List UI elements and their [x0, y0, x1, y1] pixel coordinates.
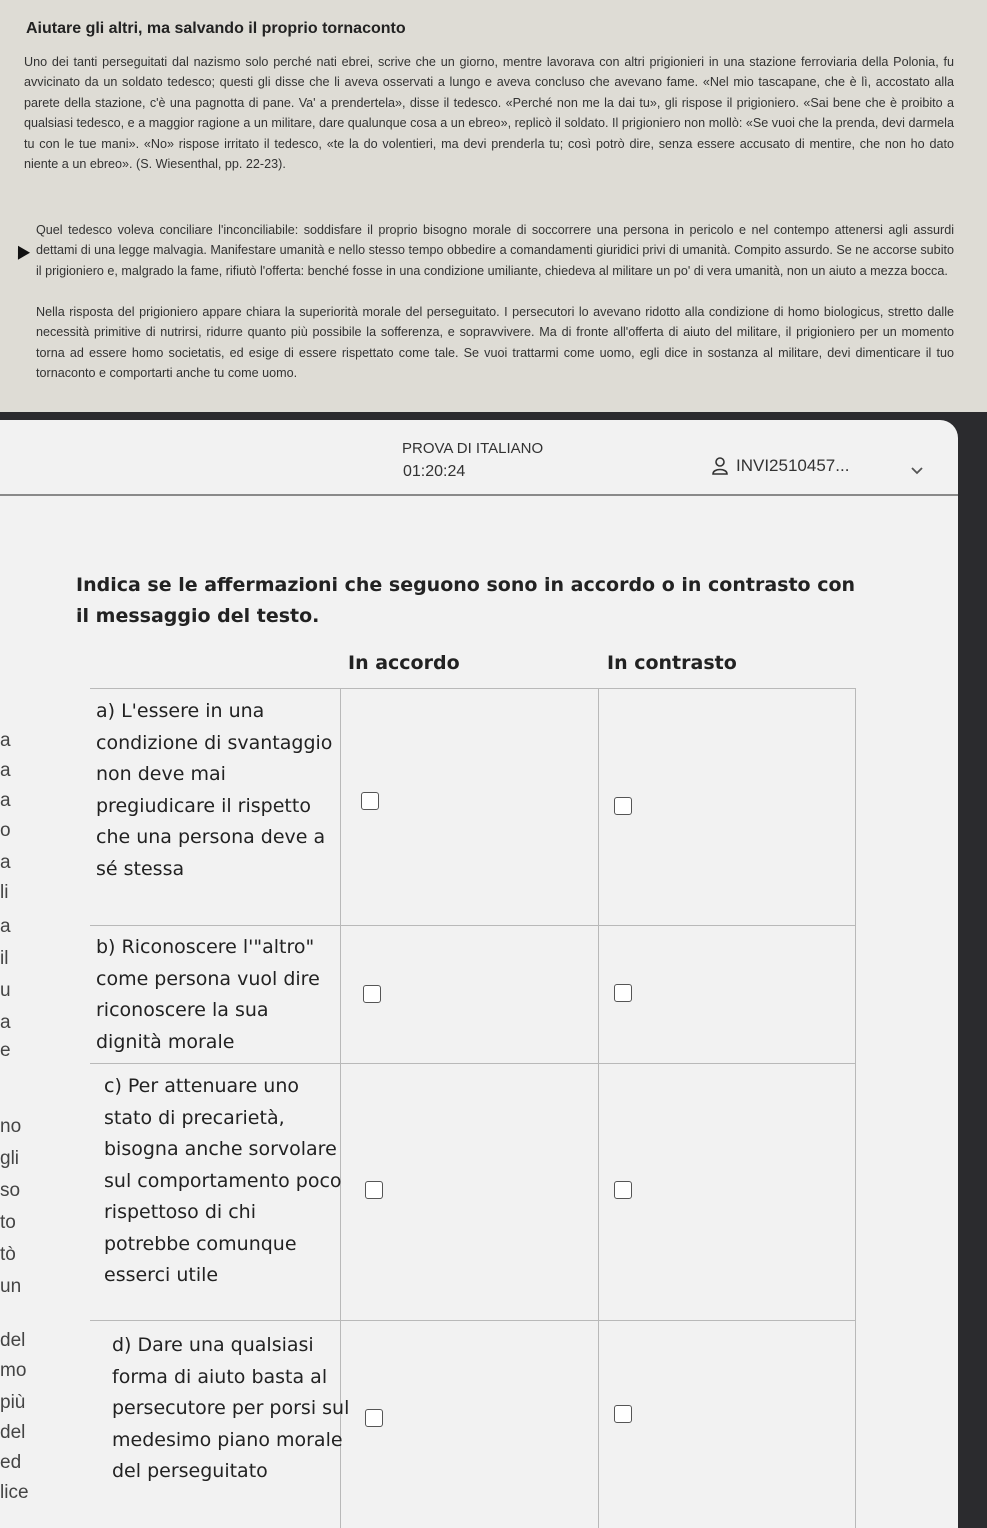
column-header-contrast: In contrasto: [607, 652, 737, 674]
fragment: più: [0, 1392, 26, 1413]
fragment: tò: [0, 1244, 16, 1265]
checkbox-a-contrast[interactable]: [614, 797, 632, 815]
fragment: un: [0, 1276, 22, 1297]
checkbox-a-agree[interactable]: [361, 792, 379, 810]
statement-d: d) Dare una qualsiasi forma di aiuto basta al persecutore per porsi sul medesimo piano morale del perseguitato: [112, 1334, 350, 1482]
checkbox-d-agree[interactable]: [365, 1409, 383, 1427]
checkbox-d-contrast[interactable]: [614, 1405, 632, 1423]
fragment: a: [0, 790, 11, 811]
fragment: u: [0, 980, 11, 1001]
table-divider: [90, 688, 855, 689]
article-paragraph-1: Uno dei tanti perseguitati dal nazismo solo perché nati ebrei, scrive che un giorno, mentre lavorava con altri prigionieri in una stazione ferroviaria della Polonia, fu avvicinato da un soldato tedesco; questi gli disse che li aveva osservati a lungo e aveva concluso che avevano fame. «Nel mio tascapane, che è lì, accostato alla parete della stazione, c'è una pagnotta di pane. Va' a prendertela», disse il tedesco. «Perché non me la dai tu», gli rispose il prigioniero. «Sai bene che è proibito a qualsiasi tedesco, e a maggior ragione a un militare, dare qualunque cosa a un ebreo», replicò il soldato. Il prigioniero non mollò: «Se vuoi che la prenda, devi darmela tu con le tue mani». «No» rispose irritato il tedesco, «te la do volentieri, ma devi prenderla tu; così potrò dire, senza essere accusato di mentire, che non ho dato niente a un ebreo». (S. Wiesenthal, pp. 22-23).: [24, 55, 954, 172]
fragment: lice: [0, 1482, 29, 1503]
fragment: il: [0, 948, 9, 969]
user-id: INVI2510457...: [736, 456, 850, 475]
checkbox-b-contrast[interactable]: [614, 984, 632, 1002]
table-divider: [90, 1320, 855, 1321]
checkbox-c-agree[interactable]: [365, 1181, 383, 1199]
fragment: a: [0, 852, 11, 873]
exam-title: PROVA DI ITALIANO: [402, 440, 544, 457]
printed-page: [0, 0, 987, 420]
fragment: to: [0, 1212, 16, 1233]
header-divider: [0, 494, 958, 496]
checkbox-b-agree[interactable]: [363, 985, 381, 1003]
fragment: a: [0, 760, 11, 781]
fragment: a: [0, 730, 11, 751]
fragment: mo: [0, 1360, 27, 1381]
statement-c: c) Per attenuare uno stato di precarietà, bisogna anche sorvolare sul comportamento poco rispettoso di chi potrebbe comunque esserci utile: [104, 1075, 342, 1286]
fragment: o: [0, 820, 11, 841]
fragment: no: [0, 1116, 22, 1137]
mouse-pointer-icon: [12, 242, 30, 259]
table-divider: [90, 925, 855, 926]
fragment: del: [0, 1330, 26, 1351]
article-title: Aiutare gli altri, ma salvando il proprio tornaconto: [26, 20, 406, 37]
background-text-fragment: [0, 640, 90, 1528]
user-icon: [712, 457, 728, 475]
table-divider: [90, 1063, 855, 1064]
question-prompt: Indica se le affermazioni che seguono sono in accordo o in contrasto con il messaggio del testo.: [76, 574, 856, 627]
fragment: gli: [0, 1148, 20, 1169]
fragment: li: [0, 882, 9, 903]
table-divider: [855, 688, 856, 1528]
checkbox-c-contrast[interactable]: [614, 1181, 632, 1199]
fragment: a: [0, 916, 11, 937]
column-header-agree: In accordo: [348, 652, 460, 674]
article-paragraph-3: Nella risposta del prigioniero appare chiara la superiorità morale del perseguitato. I persecutori lo avevano ridotto alla condizione di homo biologicus, stretto dalle necessità primitive di nutrirsi, ridurre quanto più possibile la sofferenza, e sopravvivere. Ma di fronte all'offerta di aiuto del militare, il prigioniero per un momento torna ad essere homo societatis, ed esige di essere rispettato come tale. Se vuoi trattarmi come uomo, egli dice in sostanza al militare, devi dimenticare il tuo tornaconto e comportarti anche tu come uomo.: [36, 305, 954, 381]
user-menu[interactable]: [712, 456, 849, 476]
fragment: e: [0, 1040, 11, 1061]
fragment: so: [0, 1180, 21, 1201]
fragment: del: [0, 1422, 26, 1443]
statement-a: a) L'essere in una condizione di svantaggio non deve mai pregiudicare il rispetto che una persona deve a sé stessa: [96, 700, 333, 880]
fragment: a: [0, 1012, 11, 1033]
countdown-timer: 01:20:24: [403, 463, 466, 480]
fragment: ed: [0, 1452, 22, 1473]
statement-b: b) Riconoscere l'"altro" come persona vuol dire riconoscere la sua dignità morale: [96, 936, 320, 1053]
article-paragraph-2: Quel tedesco voleva conciliare l'inconciliabile: soddisfare il proprio bisogno morale di soccorrere una persona in pericolo e nel contempo attenersi agli assurdi dettami di una legge malvagia. Manifestare umanità e nello stesso tempo obbedire a comandamenti giuridici privi di umanità. Compito assurdo. Se ne accorse subito il prigioniero e, malgrado la fame, rifiutò l'offerta: benché fosse in una condizione umiliante, chiedeva al militare un po' di vera umanità, non un aiuto a mezza bocca.: [36, 223, 954, 278]
chevron-down-icon[interactable]: [910, 466, 924, 476]
table-divider: [598, 688, 599, 1528]
